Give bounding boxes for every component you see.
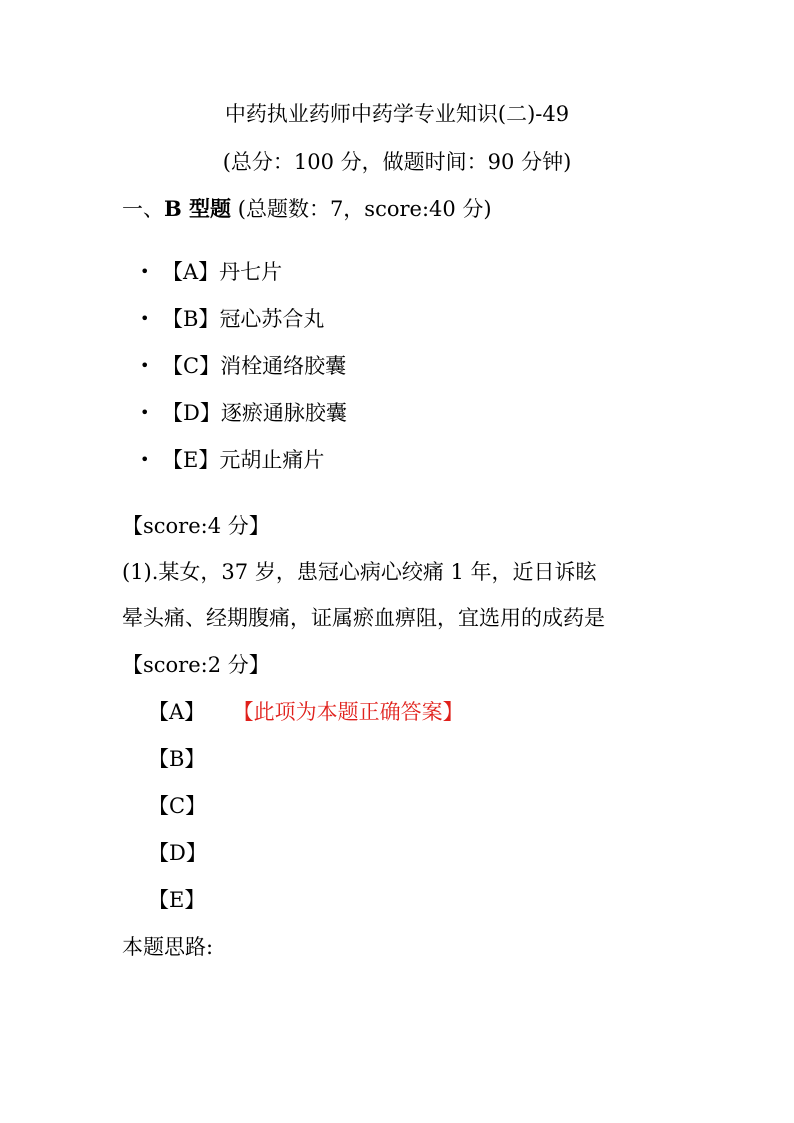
list-item	[140, 304, 347, 351]
option-text: 逐瘀通脉胶囊	[220, 401, 347, 425]
bullet-icon: •	[140, 450, 150, 469]
answer-option-c: 【C】	[148, 794, 207, 818]
list-item	[140, 351, 347, 398]
answer-option-a	[148, 697, 464, 744]
option-label: 【B】	[162, 307, 220, 331]
answer-label: 【A】	[148, 700, 206, 724]
section-heading	[122, 193, 492, 223]
option-label: 【A】	[162, 260, 220, 284]
bullet-icon: •	[140, 403, 150, 422]
document-title: 中药执业药师中药学专业知识(二)-49	[224, 102, 570, 126]
answer-option-d: 【D】	[148, 841, 207, 865]
list-item	[140, 257, 347, 304]
analysis-label: 本题思路:	[122, 935, 214, 959]
option-text: 冠心苏合丸	[219, 307, 325, 331]
list-item	[140, 445, 347, 492]
option-text: 消栓通络胶囊	[220, 354, 347, 378]
option-label: 【C】	[162, 354, 221, 378]
option-list	[140, 257, 347, 492]
answer-option-b: 【B】	[148, 747, 206, 771]
section-name: B 型题	[164, 196, 232, 221]
section-prefix: 一、	[122, 197, 164, 221]
section-meta: (总题数：7，score:40 分)	[237, 197, 492, 221]
option-label: 【E】	[162, 448, 220, 472]
question-text-line-1: (1).某女，37 岁，患冠心病心绞痛 1 年，近日诉眩	[122, 560, 597, 584]
bullet-icon: •	[140, 262, 150, 281]
bullet-icon: •	[140, 356, 150, 375]
group-score: 【score:4 分】	[122, 514, 270, 538]
option-label: 【D】	[162, 401, 221, 425]
list-item	[140, 398, 347, 445]
question-text-line-2: 晕头痛、经期腹痛，证属瘀血痹阻，宜选用的成药是	[122, 606, 605, 630]
question-score: 【score:2 分】	[122, 653, 270, 677]
option-text: 元胡止痛片	[219, 448, 325, 472]
document-subtitle: (总分：100 分，做题时间：90 分钟)	[222, 150, 572, 174]
bullet-icon: •	[140, 309, 150, 328]
option-text: 丹七片	[219, 260, 283, 284]
answer-list	[148, 697, 464, 932]
correct-answer-note: 【此项为本题正确答案】	[243, 700, 464, 724]
answer-option-e: 【E】	[148, 888, 206, 912]
